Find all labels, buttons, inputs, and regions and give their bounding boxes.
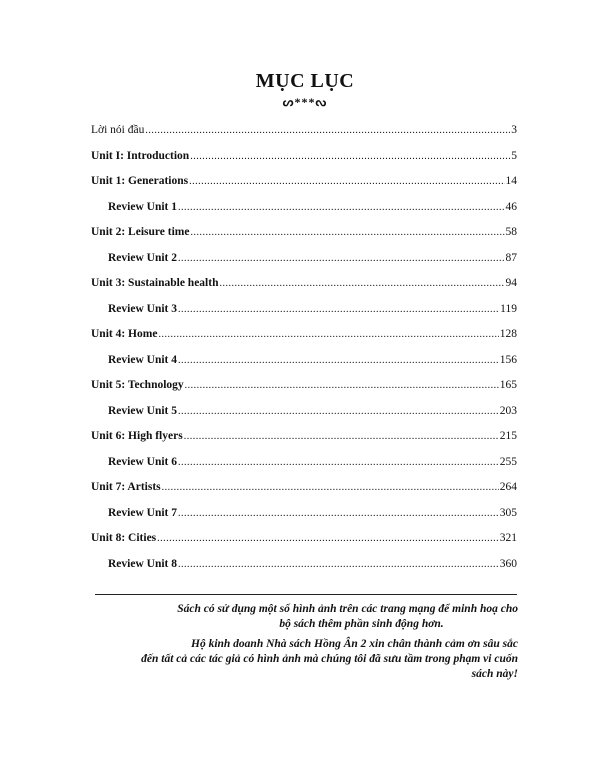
toc-entry-label: Unit 1: Generations [91,175,189,187]
toc-review-entry [91,303,517,329]
toc-page-number: 119 [500,302,517,315]
dot-leader [162,482,499,493]
toc-entry [91,481,517,507]
toc-page-number: 255 [499,455,517,468]
dot-leader [178,355,499,366]
toc-page-number: 5 [511,149,517,162]
toc-page-number: 165 [499,379,517,391]
toc-entry-label: Lời nói đầu [91,124,145,136]
toc-page-number: 128 [499,328,517,340]
dot-leader [185,380,499,391]
toc-page-number: 360 [499,557,517,570]
toc-entry [91,379,517,405]
toc-review-entry [91,252,517,278]
toc-entry-label: Unit 3: Sustainable health [91,277,219,289]
toc-entry-label: Unit 5: Technology [91,379,184,391]
toc-review-entry [91,201,517,227]
toc-page-number: 14 [505,175,517,187]
page-title: MỤC LỤC [255,70,355,92]
toc-entry-label: Unit 6: High flyers [91,430,183,442]
toc-entry [91,175,517,201]
toc-entry-label: Review Unit 7 [108,506,177,519]
note-line: đến tất cả các tác giả có hình ảnh mà chúng tôi đã sưu tầm trong phạm vi cuốn [141,653,518,665]
image-credit-note [125,602,518,632]
dot-leader [178,253,505,264]
dot-leader [178,457,499,468]
note-line: sách này! [471,668,518,680]
toc-review-entry [91,405,517,431]
toc-entry-label: Unit 2: Leisure time [91,226,190,238]
toc-page-number: 264 [499,481,517,493]
note-line: Hộ kinh doanh Nhà sách Hồng Ân 2 xin chân thành cảm ơn sâu sắc [191,638,518,650]
toc-page-number: 3 [511,124,517,136]
toc-entry-label: Review Unit 1 [108,200,177,213]
dot-leader [157,533,499,544]
toc-review-entry [91,558,517,584]
toc-page-number: 203 [499,404,517,417]
toc-entry [91,328,517,354]
toc-entry-label: Unit 7: Artists [91,481,161,493]
toc-page-number: 321 [499,532,517,544]
toc-entry [91,277,517,303]
toc-entry [91,226,517,252]
dot-leader [190,227,504,238]
toc-entry-label: Review Unit 5 [108,404,177,417]
dot-leader [145,125,510,136]
dot-leader [189,176,504,187]
dot-leader [178,508,499,519]
toc-entry-label: Review Unit 2 [108,251,177,264]
dot-leader [178,406,499,417]
toc-page-number: 46 [505,200,517,213]
title-ornament: ᔕ***ᔓ [282,95,328,109]
toc-page-number: 58 [505,226,517,238]
toc-page-number: 305 [499,506,517,519]
toc-review-entry [91,507,517,533]
toc-entry [91,430,517,456]
dot-leader [158,329,498,340]
toc-entry-label: Review Unit 4 [108,353,177,366]
toc-review-entry [91,354,517,380]
dot-leader [184,431,499,442]
toc-page-number: 87 [505,251,517,264]
dot-leader [219,278,504,289]
dot-leader [178,559,499,570]
table-of-contents [91,124,517,583]
toc-page-number: 156 [499,353,517,366]
toc-review-entry [91,456,517,482]
toc-page-number: 215 [499,430,517,442]
dot-leader [178,202,505,213]
note-line: bộ sách thêm phần sinh động hơn. [279,618,444,630]
dot-leader [190,151,510,162]
divider-line [95,594,517,595]
toc-entry-label: Unit 8: Cities [91,532,157,544]
toc-entry-label: Review Unit 3 [108,302,177,315]
toc-entry [91,124,517,150]
toc-entry-label: Review Unit 8 [108,557,177,570]
note-line: Sách có sử dụng một số hình ảnh trên các trang mạng để minh hoạ cho [177,603,518,615]
dot-leader [178,304,499,315]
acknowledgement-note [110,637,518,682]
toc-page-number: 94 [505,277,517,289]
toc-entry-label: Review Unit 6 [108,455,177,468]
toc-entry [91,150,517,176]
toc-entry [91,532,517,558]
toc-entry-label: Unit I: Introduction [91,149,190,162]
toc-entry-label: Unit 4: Home [91,328,158,340]
